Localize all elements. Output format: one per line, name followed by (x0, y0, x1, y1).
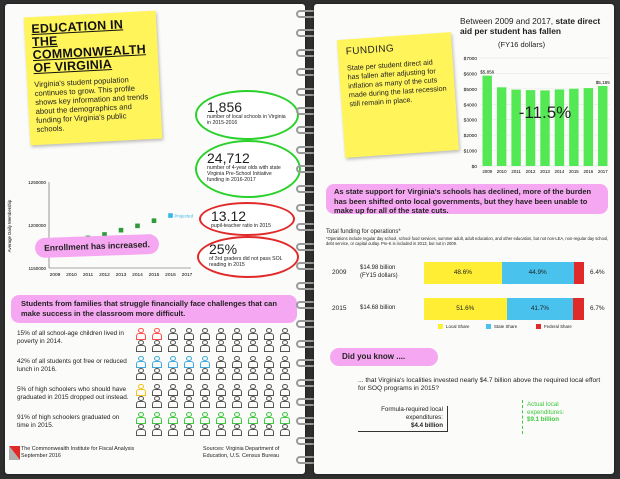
person-icon (183, 356, 195, 368)
legend-swatch (438, 324, 443, 329)
stat-label: of 3rd graders did not pass SOL reading in 2015 (209, 256, 283, 268)
person-icon (135, 384, 147, 396)
did-you-know-label: Did you know .... (330, 348, 438, 366)
bar (511, 90, 520, 166)
person-icon (199, 412, 211, 424)
person-icon (135, 424, 147, 436)
person-icon (231, 340, 243, 352)
y-tick-label: $3000 (463, 118, 477, 124)
legend-swatch (486, 324, 491, 329)
actual-divider (522, 400, 523, 434)
person-icon (199, 340, 211, 352)
person-icon (183, 328, 195, 340)
segment-local: 51.6% (424, 298, 507, 320)
y-tick-label: 1150000 (28, 266, 46, 271)
legend-item (536, 324, 572, 329)
x-tick-label: 2012 (99, 273, 110, 278)
poverty-banner: Students from families that struggle financially face challenges that can make success in the classroom more difficult. (11, 295, 297, 323)
data-point (152, 218, 157, 223)
person-icon (199, 384, 211, 396)
x-tick-label: 2016 (165, 273, 176, 278)
icons-row-dropout (135, 384, 301, 408)
y-tick-label: $4000 (463, 103, 477, 109)
person-icon (215, 356, 227, 368)
x-tick-label: 2017 (597, 169, 608, 174)
icons-row-poverty (135, 328, 301, 352)
person-icon (167, 412, 179, 424)
y-tick-label: $5000 (463, 87, 477, 93)
person-icon (167, 328, 179, 340)
actual-expenditures (527, 401, 585, 424)
person-icon (247, 412, 259, 424)
stat-sol-reading (197, 236, 299, 278)
x-tick-label: 2010 (496, 169, 507, 174)
state-support-banner: As state support for Virginia's schools has declined, more of the burden has been shifted onto local governments, but they have been unable to make up for all of the state cuts. (326, 184, 608, 214)
person-icon (215, 412, 227, 424)
person-icon (247, 340, 259, 352)
x-tick-label: 2010 (66, 273, 77, 278)
person-icon (167, 340, 179, 352)
person-icon (215, 396, 227, 408)
footer-organization (21, 446, 134, 460)
fact-graduated: 91% of high schoolers graduated on time in 2015. (17, 414, 120, 429)
person-icon (231, 368, 243, 380)
enrollment-chart (5, 176, 195, 282)
actual-label: Actual local expenditures: (527, 401, 565, 416)
segment-state: 41.7% (507, 298, 574, 320)
data-label: $5,856 (480, 69, 495, 75)
fact-dropout: 5% of high schoolers who should have graduated in 2015 dropped out instead. (17, 386, 129, 401)
legend-item (486, 324, 517, 329)
aid-chart-title (460, 16, 610, 36)
person-icon (151, 368, 163, 380)
intro-text: Virginia's student population continues to grow. This profile shows key information and trends about the demographics and funding for Virginia's public schools. (34, 75, 149, 135)
person-icon (231, 424, 243, 436)
row-total: $14.68 billion (360, 305, 396, 311)
person-icon (279, 384, 291, 396)
stat-label: number of 4-year olds with state Virginia Pre-School Initiative funding in 2016-2017 (207, 165, 281, 183)
federal-share-label: 6.7% (590, 305, 605, 312)
bar (569, 89, 578, 166)
x-tick-label: 2014 (554, 169, 565, 174)
row-year: 2009 (332, 269, 347, 276)
person-icon (167, 424, 179, 436)
legend-swatch (536, 324, 541, 329)
stat-local-schools (195, 90, 299, 140)
person-icon (151, 328, 163, 340)
legend-label: Local Share (446, 324, 470, 329)
person-icon (151, 384, 163, 396)
required-value: $4.4 billion (411, 422, 443, 429)
bar (584, 88, 593, 166)
person-icon (183, 384, 195, 396)
segment-federal (573, 298, 584, 320)
y-tick-label: 1250000 (28, 180, 46, 185)
person-icon (151, 396, 163, 408)
person-icon (247, 424, 259, 436)
footer-sources: Sources: Virginia Department of Education, U.S. Census Bureau (203, 446, 280, 459)
person-icon (247, 368, 259, 380)
left-page (5, 4, 305, 474)
person-icon (263, 340, 275, 352)
y-tick-label: $1000 (463, 149, 477, 155)
x-tick-label: 2009 (49, 273, 61, 278)
person-icon (279, 412, 291, 424)
person-icon (199, 368, 211, 380)
person-icon (199, 396, 211, 408)
bar (483, 76, 492, 166)
required-label: Formula-required local expenditures: (381, 406, 443, 421)
person-icon (199, 424, 211, 436)
footer-org-text: The Commonwealth Institute for Fiscal Analysis September 2016 (21, 446, 135, 459)
x-tick-label: 2015 (568, 169, 579, 174)
person-icon (263, 384, 275, 396)
x-tick-label: 2012 (525, 169, 536, 174)
person-icon (263, 328, 275, 340)
person-icon (151, 340, 163, 352)
bar (526, 90, 535, 166)
person-icon (135, 328, 147, 340)
stat-label: number of local schools in Virginia in 2015-2016 (207, 114, 286, 126)
aid-per-student-chart (454, 50, 612, 178)
y-tick-label: $2000 (463, 134, 477, 140)
stacked-bar (424, 262, 584, 284)
person-icon (151, 412, 163, 424)
data-point (135, 224, 140, 229)
person-icon (215, 368, 227, 380)
person-icon (231, 396, 243, 408)
required-expenditures (358, 406, 448, 432)
data-point (119, 228, 124, 233)
person-icon (135, 340, 147, 352)
page-title: EDUCATION IN THE COMMONWEALTH OF VIRGINIA (30, 17, 147, 76)
row-year: 2015 (332, 305, 347, 312)
person-icon (279, 368, 291, 380)
person-icon (231, 412, 243, 424)
person-icon (183, 412, 195, 424)
person-icon (247, 328, 259, 340)
y-axis-label: Average Daily Membership (7, 199, 12, 253)
person-icon (183, 368, 195, 380)
person-icon (247, 384, 259, 396)
bar (540, 90, 549, 166)
row-total: $14.98 billion (FY15 dollars) (360, 265, 398, 279)
person-icon (231, 384, 243, 396)
stat-value: 24,712 (207, 150, 250, 166)
segment-state: 44.9% (502, 262, 574, 284)
person-icon (183, 424, 195, 436)
person-icon (135, 412, 147, 424)
y-tick-label: $7000 (463, 57, 477, 62)
person-icon (215, 328, 227, 340)
person-icon (135, 368, 147, 380)
stacked-bar (424, 298, 584, 320)
person-icon (151, 424, 163, 436)
funding-heading: FUNDING (345, 43, 395, 58)
person-icon (167, 356, 179, 368)
title-sticky-note (24, 11, 163, 146)
stat-label: pupil-teacher ratio in 2015 (211, 223, 271, 229)
x-tick-label: 2009 (482, 169, 493, 174)
person-icon (263, 356, 275, 368)
stat-pupil-teacher (199, 202, 295, 236)
person-icon (279, 396, 291, 408)
bar (555, 89, 564, 166)
person-icon (279, 356, 291, 368)
person-icon (167, 384, 179, 396)
person-icon (231, 356, 243, 368)
bar (497, 87, 506, 166)
icons-row-graduated (135, 412, 301, 436)
legend-label: State Share (494, 324, 518, 329)
person-icon (183, 340, 195, 352)
change-overlay: -11.5% (518, 103, 572, 122)
funding-sticky-note (337, 32, 459, 158)
funding-text: State per student direct aid has fallen after adjusting for inflation as many of the cuts made during the last recession still remain in place. (346, 57, 447, 109)
aid-title-pre: Between 2009 and 2017, (460, 16, 556, 26)
person-icon (215, 384, 227, 396)
segment-local: 48.6% (424, 262, 502, 284)
projected-point (168, 213, 173, 218)
person-icon (263, 396, 275, 408)
person-icon (135, 356, 147, 368)
x-tick-label: 2016 (583, 169, 594, 174)
person-icon (135, 396, 147, 408)
investment-text: ... that Virginia's localities invested nearly $4.7 billion above the required local effort for SOQ programs in 2015? (358, 377, 601, 393)
stat-preschool (195, 140, 301, 198)
enrollment-label: Enrollment has increased. (35, 234, 160, 258)
institute-logo-icon (9, 446, 20, 460)
person-icon (215, 424, 227, 436)
person-icon (263, 368, 275, 380)
person-icon (279, 328, 291, 340)
bar (598, 86, 607, 166)
person-icon (279, 424, 291, 436)
data-label: $5,185 (595, 80, 610, 86)
stat-value: 25% (209, 241, 238, 257)
stat-value: 13.12 (211, 208, 247, 224)
person-icon (199, 328, 211, 340)
x-tick-label: 2013 (115, 273, 127, 278)
aid-chart-subtitle: (FY16 dollars) (498, 40, 546, 49)
y-tick-label: 1200000 (28, 223, 46, 228)
fact-poverty: 15% of all school-age children lived in poverty in 2014. (17, 330, 124, 345)
person-icon (247, 396, 259, 408)
icons-row-lunch (135, 356, 301, 380)
x-tick-label: 2015 (148, 273, 160, 278)
person-icon (199, 356, 211, 368)
y-tick-label: $6000 (463, 72, 477, 78)
total-funding-note: *Operations include regular day school, school food services, summer adult, adult education, and other education, but not non-LEA, non-regular day school, debt service, or capital outlay. Pre-K is included in 2013, but not in 2009. (326, 236, 609, 246)
person-icon (167, 396, 179, 408)
person-icon (263, 424, 275, 436)
person-icon (247, 356, 259, 368)
actual-value: $9.1 billion (527, 416, 559, 423)
person-icon (167, 368, 179, 380)
segment-federal (574, 262, 584, 284)
person-icon (263, 412, 275, 424)
fact-lunch: 42% of all students got free or reduced lunch in 2016. (17, 358, 127, 373)
x-tick-label: 2017 (181, 273, 193, 278)
person-icon (279, 340, 291, 352)
x-tick-label: 2011 (511, 169, 521, 174)
legend-label: Federal Share (544, 324, 572, 329)
right-page (314, 4, 614, 474)
person-icon (231, 328, 243, 340)
x-tick-label: 2011 (82, 273, 94, 278)
x-tick-label: 2014 (132, 273, 143, 278)
projected-label: Projected (174, 213, 194, 219)
federal-share-label: 6.4% (590, 269, 605, 276)
x-tick-label: 2013 (540, 169, 550, 174)
aid-title-bold: state direct aid per student has fallen (460, 16, 601, 36)
total-funding-title: Total funding for operations* (326, 229, 401, 235)
legend-item (438, 324, 469, 329)
person-icon (151, 356, 163, 368)
person-icon (183, 396, 195, 408)
person-icon (215, 340, 227, 352)
stat-value: 1,856 (207, 99, 243, 115)
y-tick-label: $0 (471, 165, 477, 170)
